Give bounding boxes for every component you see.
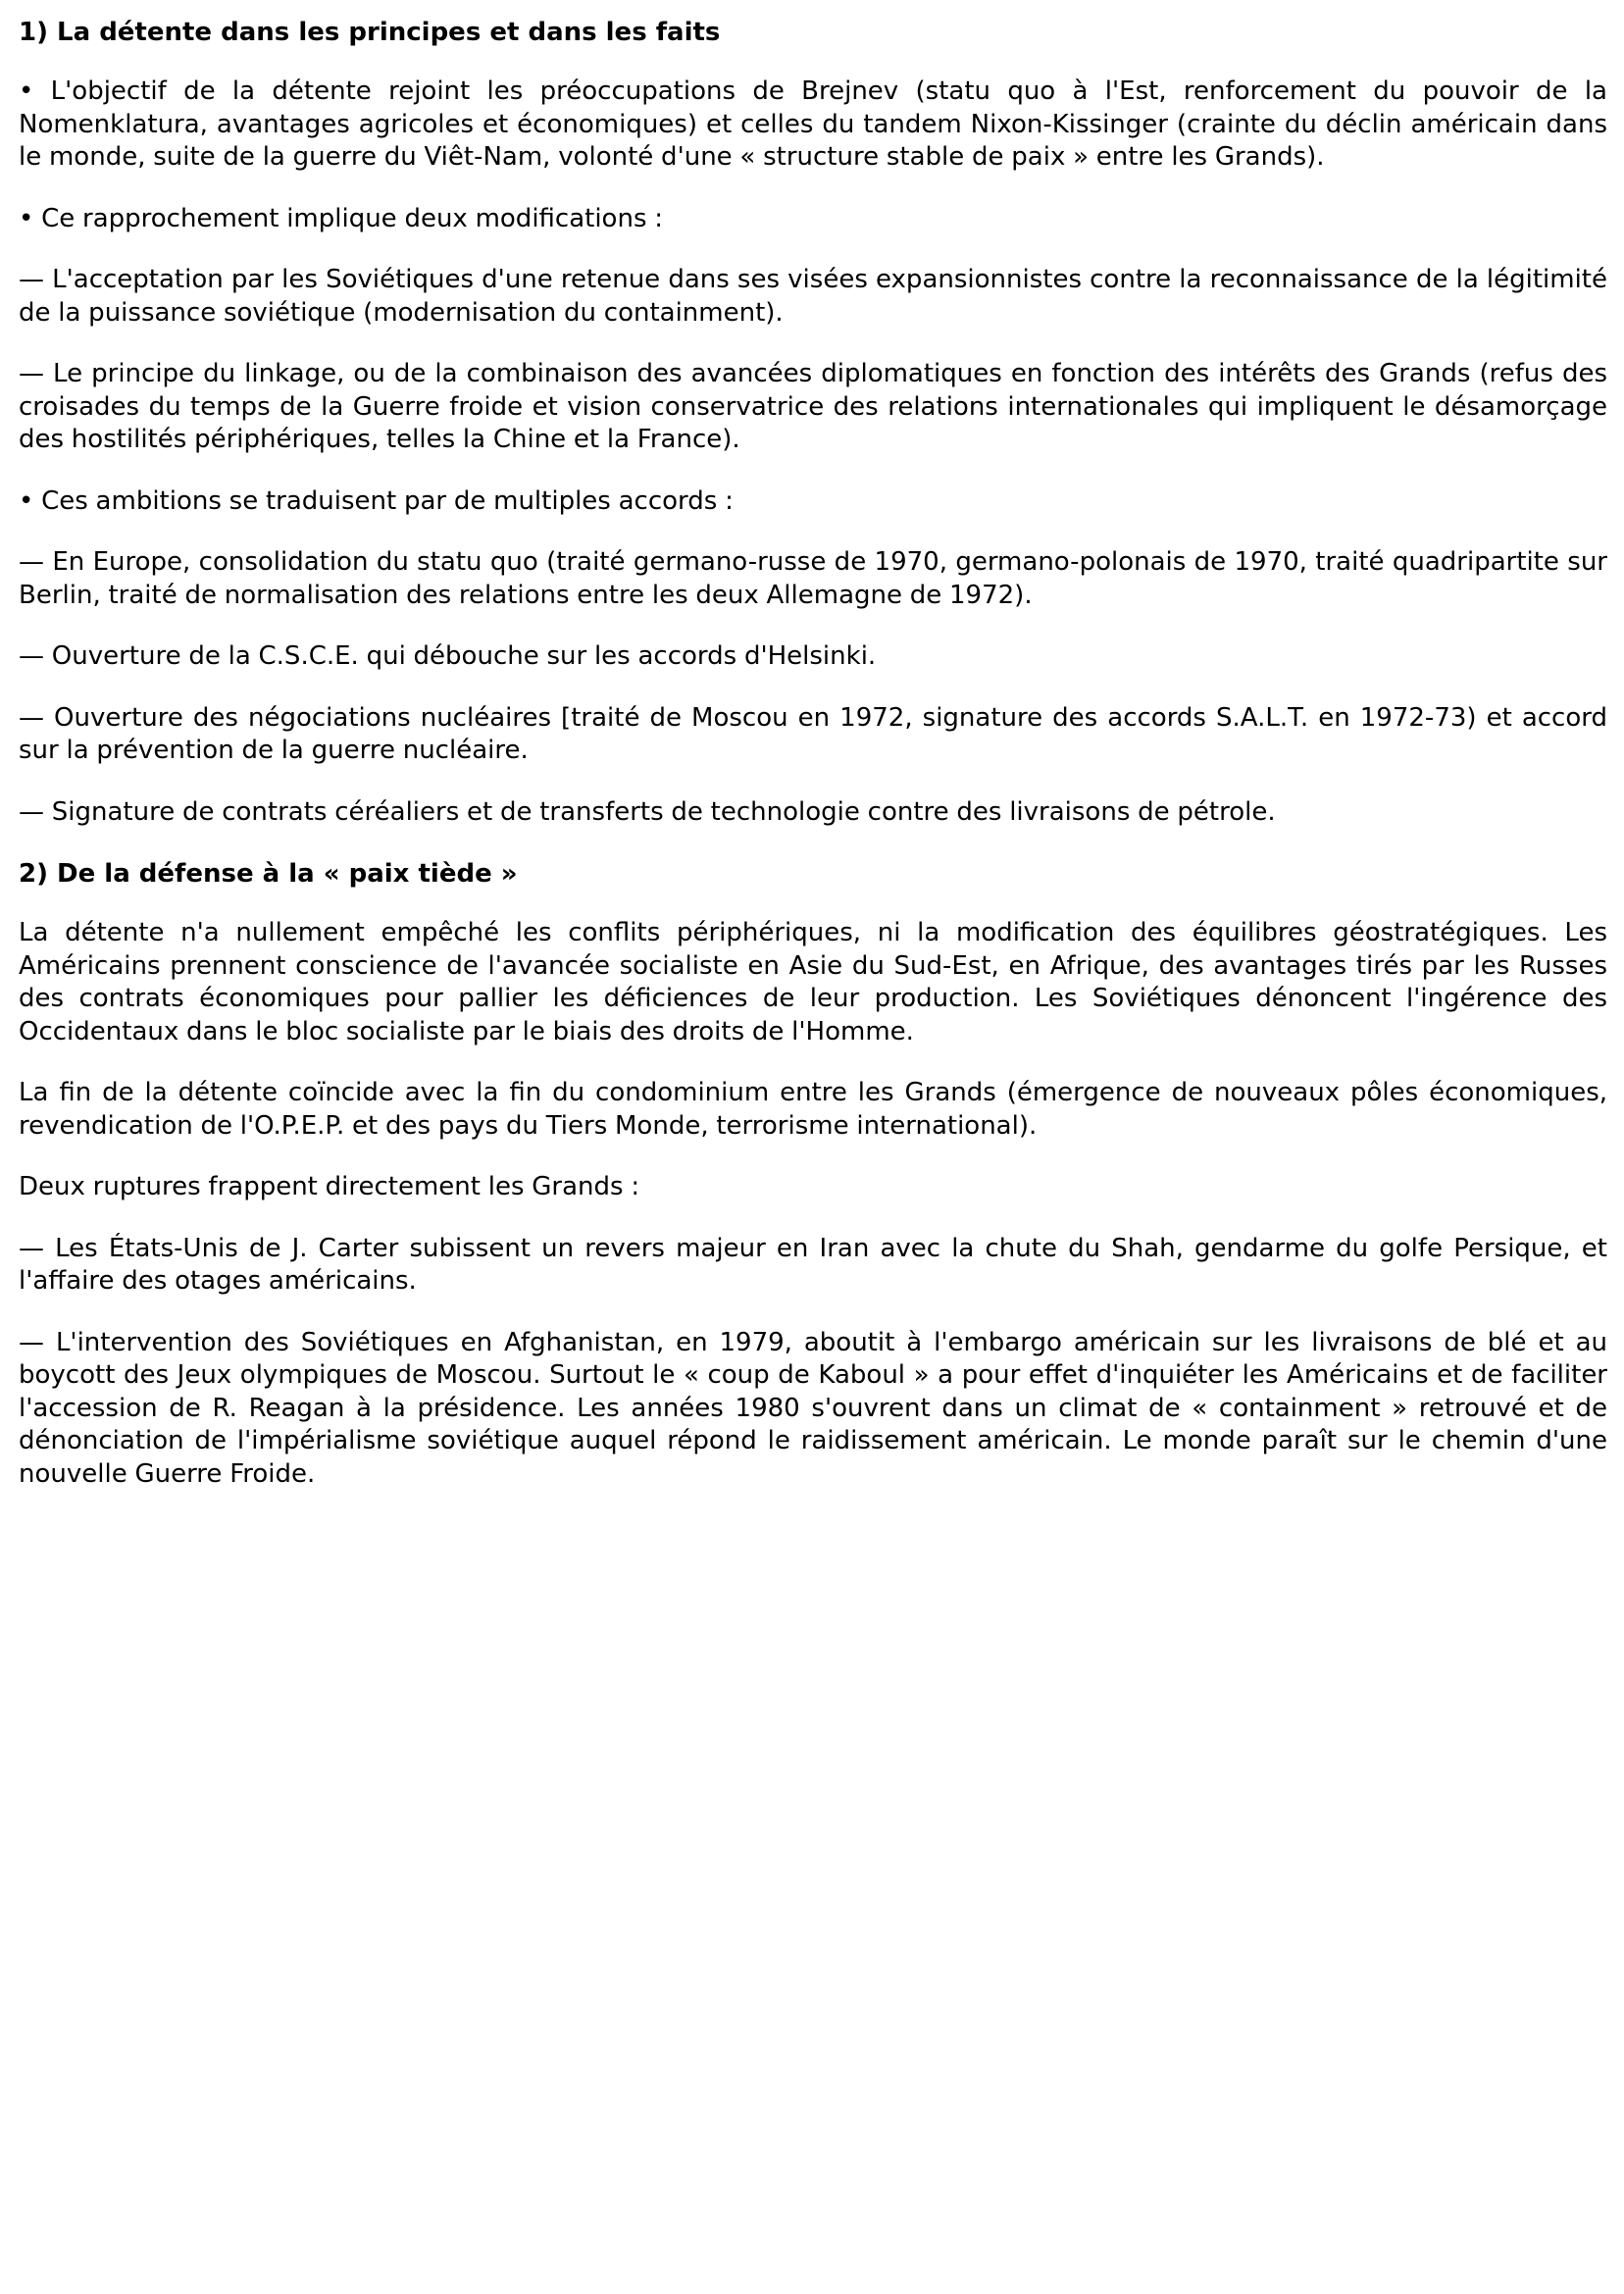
paragraph: — Les États-Unis de J. Carter subissent un revers majeur en Iran avec la chute du Shah, gendarme du golfe Persique, et l'affaire des otages américains. [19,1233,1607,1296]
paragraph: — Signature de contrats céréaliers et de transferts de technologie contre des livraisons de pétrole. [19,796,1276,827]
paragraph: La détente n'a nullement empêché les conflits périphériques, ni la modification des équilibres géostratégiques. Les Américains prennent conscience de l'avancée socialiste en Asie du Sud-Est, en Afrique, des avantages tirés par les Russes des contrats économiques pour pallier les déficiences de leur production. Les Soviétiques dénoncent l'ingérence des Occidentaux dans le bloc socialiste par le biais des droits de l'Homme. [19,918,1607,1046]
document-page [19,16,1607,1491]
section-heading: 2) De la défense à la « paix tiède » [19,859,518,889]
paragraph: • Ce rapprochement implique deux modifications : [19,203,664,233]
paragraph: Deux ruptures frappent directement les Grands : [19,1172,640,1201]
paragraph: — L'intervention des Soviétiques en Afghanistan, en 1979, aboutit à l'embargo américain sur les livraisons de blé et au boycott des Jeux olympiques de Moscou. Surtout le « coup de Kaboul » a pour effet d'inquiéter les Américains et de faciliter l'accession de R. Reagan à la présidence. Les années 1980 s'ouvrent dans un climat de « containment » retrouvé et de dénonciation de l'impérialisme soviétique auquel répond le raidissement américain. Le monde paraît sur le chemin d'une nouvelle Guerre Froide. [19,1327,1607,1489]
section-paix-tiede [19,857,1607,1491]
paragraph: — Ouverture des négociations nucléaires [traité de Moscou en 1972, signature des accords S.A.L.T. en 1972-73) et accord sur la prévention de la guerre nucléaire. [19,702,1607,765]
paragraph: — Ouverture de la C.S.C.E. qui débouche sur les accords d'Helsinki. [19,641,877,671]
paragraph: — L'acceptation par les Soviétiques d'une retenue dans ses visées expansionnistes contre la reconnaissance de la légitimité de la puissance soviétique (modernisation du containment). [19,265,1607,328]
paragraph: — Le principe du linkage, ou de la combinaison des avancées diplomatiques en fonction des intérêts des Grands (refus des croisades du temps de la Guerre froide et vision conservatrice des relations internationales qui impliquent le désamorçage des hostilités périphériques, telles la Chine et la France). [19,359,1607,454]
section-heading: 1) La détente dans les principes et dans les faits [19,18,721,47]
section-detente-principes [19,16,1607,829]
paragraph: — En Europe, consolidation du statu quo (traité germano-russe de 1970, germano-polonais de 1970, traité quadripartite sur Berlin, traité de normalisation des relations entre les deux Allemagne de 1972). [19,547,1607,610]
paragraph: • Ces ambitions se traduisent par de multiples accords : [19,485,734,516]
paragraph: • L'objectif de la détente rejoint les préoccupations de Brejnev (statu quo à l'Est, renforcement du pouvoir de la Nomenklatura, avantages agricoles et économiques) et celles du tandem Nixon-Kissinger (crainte du déclin américain dans le monde, suite de la guerre du Viêt-Nam, volonté d'une « structure stable de paix » entre les Grands). [19,76,1607,172]
paragraph: La fin de la détente coïncide avec la fin du condominium entre les Grands (émergence de nouveaux pôles économiques, revendication de l'O.P.E.P. et des pays du Tiers Monde, terrorisme international). [19,1078,1607,1141]
